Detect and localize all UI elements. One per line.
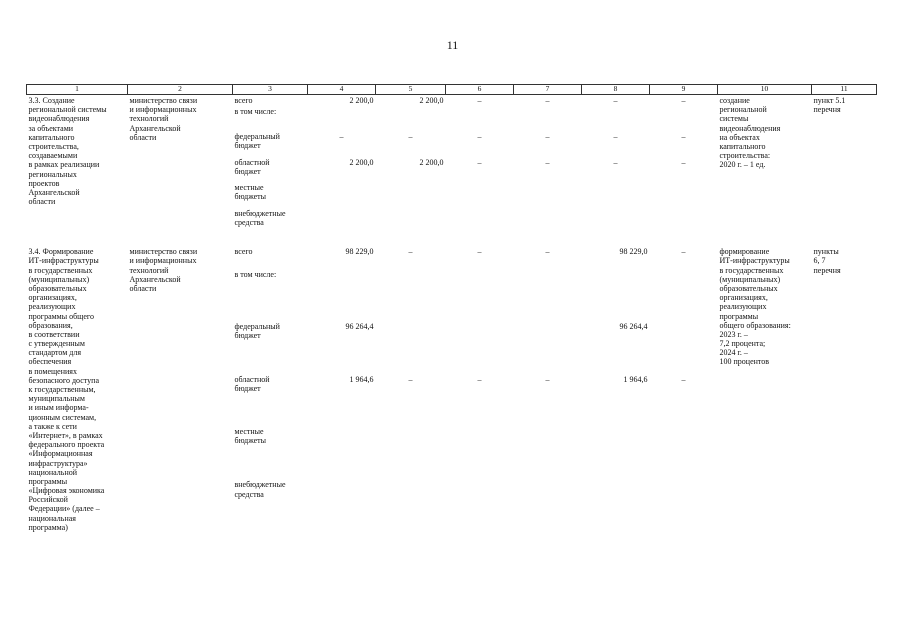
funding-source: всего bbox=[234, 96, 253, 105]
reference: пункт 5.1 перечня bbox=[813, 96, 846, 115]
activity-name: 3.3. Создание региональной системы видеонаблюдения за объектами капитального строительства, создаваемыми в рамках реализации региональных проектов Архангельской области bbox=[28, 96, 107, 207]
funding-source: местные бюджеты bbox=[234, 183, 267, 202]
amount-cell: 2 200,0 bbox=[349, 158, 374, 168]
expected-result: формирование ИТ-инфраструктуры в государственных (муниципальных) образовательных организациях, реализующих программы общего образования: 2023 г. – 7,2 процента; 2024 г. – 100 процентов bbox=[719, 247, 791, 367]
amount-cell bbox=[514, 426, 582, 480]
col-header: 5 bbox=[376, 85, 446, 95]
table-row bbox=[27, 246, 877, 269]
col-header: 3 bbox=[233, 85, 308, 95]
amount-cell bbox=[376, 106, 446, 131]
row-spacer bbox=[27, 234, 877, 246]
funding-source: областной бюджет bbox=[234, 158, 270, 177]
amount-cell bbox=[650, 182, 718, 208]
amount-cell bbox=[650, 106, 718, 131]
amount-cell bbox=[308, 426, 376, 480]
amount-cell bbox=[446, 182, 514, 208]
amount-cell bbox=[376, 321, 446, 375]
amount-cell bbox=[514, 321, 582, 375]
amount-cell: – bbox=[477, 247, 482, 257]
funding-source: областной бюджет bbox=[234, 375, 270, 394]
activity-name: 3.4. Формирование ИТ-инфраструктуры в государственных (муниципальных) образовательных организациях, реализующих программы общего образования, в соответствии с утвержденным стандартом для обеспечения в помещениях безопасного доступа к государственным, муниципальным и иным информа- ционным системам, а также к сети «Интернет», в рамках федерального проекта «Информационная инфраструктура» национальной программы «Цифровая экономика Российской Федерации» (далее – национальная программа) bbox=[28, 247, 105, 532]
expected-result: создание региональной системы видеонаблюдения на объектах капитального строительства: 2020 г. – 1 ед. bbox=[719, 96, 781, 170]
amount-cell bbox=[308, 106, 376, 131]
funding-source: внебюджетные средства bbox=[234, 480, 286, 499]
amount-cell: – bbox=[613, 132, 618, 142]
funding-source: в том числе: bbox=[234, 270, 277, 280]
page-number: 11 bbox=[446, 38, 459, 52]
amount-cell: – bbox=[681, 375, 686, 385]
amount-cell: – bbox=[681, 158, 686, 168]
amount-cell: 1 964,6 bbox=[623, 375, 648, 385]
amount-cell bbox=[582, 269, 650, 321]
amount-cell: – bbox=[477, 96, 482, 105]
amount-cell: 2 200,0 bbox=[419, 96, 444, 105]
amount-cell bbox=[514, 106, 582, 131]
amount-cell bbox=[308, 182, 376, 208]
amount-cell: – bbox=[681, 132, 686, 142]
amount-cell: – bbox=[408, 132, 413, 142]
amount-cell: – bbox=[408, 375, 413, 385]
amount-cell: – bbox=[681, 247, 686, 257]
amount-cell bbox=[446, 479, 514, 533]
amount-cell bbox=[446, 426, 514, 480]
amount-cell: – bbox=[545, 375, 550, 385]
amount-cell: – bbox=[613, 96, 618, 105]
amount-cell bbox=[446, 208, 514, 234]
col-header: 2 bbox=[128, 85, 233, 95]
amount-cell: – bbox=[477, 158, 482, 168]
amount-cell bbox=[650, 208, 718, 234]
funding-source: внебюджетные средства bbox=[234, 209, 286, 228]
executor: министерство связи и информационных технологий Архангельской области bbox=[129, 247, 198, 293]
amount-cell: – bbox=[408, 247, 413, 257]
col-header: 10 bbox=[718, 85, 812, 95]
amount-cell bbox=[582, 106, 650, 131]
col-header: 7 bbox=[514, 85, 582, 95]
amount-cell bbox=[650, 269, 718, 321]
column-number-row bbox=[27, 85, 877, 95]
reference: пункты 6, 7 перечня bbox=[813, 247, 841, 275]
amount-cell bbox=[308, 269, 376, 321]
col-header: 9 bbox=[650, 85, 718, 95]
amount-cell: 98 229,0 bbox=[345, 247, 374, 257]
funding-source: всего bbox=[234, 247, 253, 257]
spacer-cell bbox=[27, 234, 877, 246]
amount-cell bbox=[308, 479, 376, 533]
amount-cell: 96 264,4 bbox=[619, 321, 648, 331]
amount-cell: – bbox=[545, 158, 550, 168]
col-header: 11 bbox=[812, 85, 877, 95]
funding-source: в том числе: bbox=[234, 107, 277, 117]
amount-cell bbox=[376, 182, 446, 208]
amount-cell bbox=[376, 479, 446, 533]
amount-cell: – bbox=[613, 158, 618, 168]
funding-source: местные бюджеты bbox=[234, 426, 267, 445]
program-table bbox=[26, 84, 877, 533]
amount-cell: – bbox=[477, 132, 482, 142]
amount-cell bbox=[582, 426, 650, 480]
amount-cell bbox=[514, 479, 582, 533]
amount-cell: 98 229,0 bbox=[619, 247, 648, 257]
amount-cell bbox=[514, 182, 582, 208]
amount-cell bbox=[376, 269, 446, 321]
amount-cell bbox=[514, 269, 582, 321]
col-header: 1 bbox=[27, 85, 128, 95]
col-header: 6 bbox=[446, 85, 514, 95]
amount-cell: 96 264,4 bbox=[345, 321, 374, 331]
amount-cell bbox=[650, 426, 718, 480]
funding-source: федеральный бюджет bbox=[234, 321, 280, 340]
amount-cell bbox=[308, 208, 376, 234]
amount-cell: 2 200,0 bbox=[349, 96, 374, 105]
amount-cell: 1 964,6 bbox=[349, 375, 374, 385]
amount-cell bbox=[446, 106, 514, 131]
amount-cell bbox=[376, 208, 446, 234]
amount-cell: – bbox=[339, 132, 344, 142]
amount-cell: – bbox=[545, 247, 550, 257]
amount-cell: – bbox=[545, 96, 550, 105]
amount-cell bbox=[650, 479, 718, 533]
table-row bbox=[27, 95, 877, 107]
executor: министерство связи и информационных технологий Архангельской области bbox=[129, 96, 198, 142]
amount-cell bbox=[446, 321, 514, 375]
amount-cell: – bbox=[477, 375, 482, 385]
col-header: 8 bbox=[582, 85, 650, 95]
amount-cell bbox=[582, 182, 650, 208]
funding-source: федеральный бюджет bbox=[234, 132, 280, 151]
amount-cell bbox=[650, 321, 718, 375]
amount-cell bbox=[514, 208, 582, 234]
amount-cell bbox=[582, 479, 650, 533]
amount-cell: 2 200,0 bbox=[419, 158, 444, 168]
amount-cell bbox=[582, 208, 650, 234]
amount-cell: – bbox=[681, 96, 686, 105]
amount-cell bbox=[376, 426, 446, 480]
amount-cell bbox=[446, 269, 514, 321]
col-header: 4 bbox=[308, 85, 376, 95]
amount-cell: – bbox=[545, 132, 550, 142]
